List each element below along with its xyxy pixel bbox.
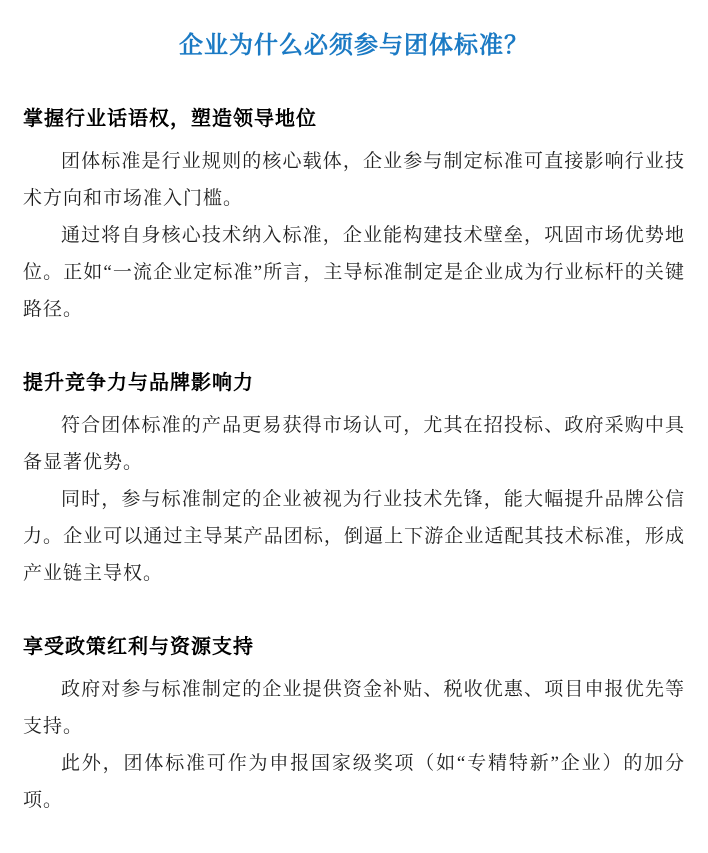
paragraph: 通过将自身核心技术纳入标准，企业能构建技术壁垒，巩固市场优势地位。正如“一流企业定标准”所言，主导标准制定是企业成为行业标杆的关键路径。: [23, 225, 685, 320]
section-policy-benefits: [23, 632, 685, 819]
section-heading-policy-benefits: 享受政策红利与资源支持: [23, 636, 254, 658]
paragraph: 政府对参与标准制定的企业提供资金补贴、税收优惠、项目申报优先等支持。: [23, 679, 685, 737]
document-page: [0, 28, 708, 853]
paragraph: 同时，参与标准制定的企业被视为行业技术先锋，能大幅提升品牌公信力。企业可以通过主导某产品团标，倒逼上下游企业适配其技术标准，形成产业链主导权。: [23, 489, 685, 584]
section-competitiveness-brand: [23, 368, 685, 592]
page-title: 企业为什么必须参与团体标准？: [179, 33, 529, 59]
paragraph: 符合团体标准的产品更易获得市场认可，尤其在招投标、政府采购中具备显著优势。: [23, 415, 685, 473]
section-industry-voice: [23, 104, 685, 328]
section-heading-competitiveness-brand: 提升竞争力与品牌影响力: [23, 372, 254, 394]
paragraph: 团体标准是行业规则的核心载体，企业参与制定标准可直接影响行业技术方向和市场准入门槛。: [23, 151, 685, 209]
section-heading-industry-voice: 掌握行业话语权，塑造领导地位: [23, 108, 317, 130]
paragraph: 此外，团体标准可作为申报国家级奖项（如“专精特新”企业）的加分项。: [23, 753, 685, 811]
